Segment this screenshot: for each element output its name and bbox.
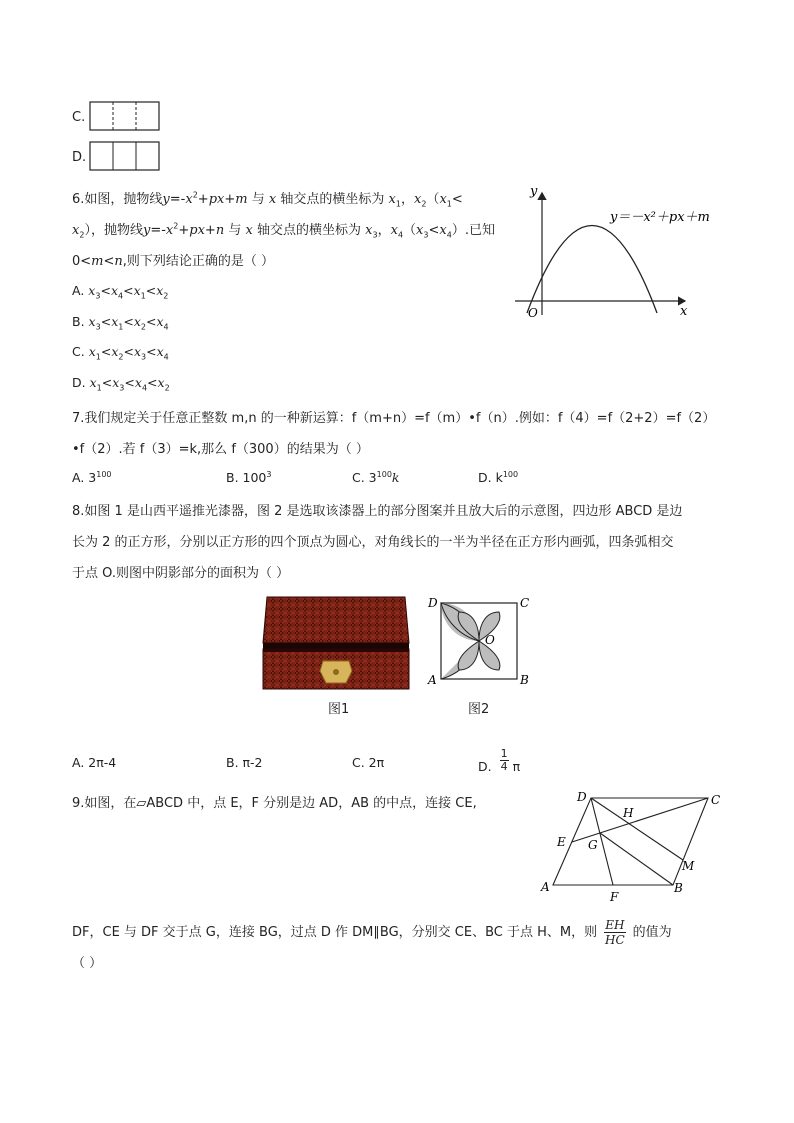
y-axis-label: y: [530, 184, 538, 199]
label-a: A: [541, 880, 550, 894]
square-arc-diagram: [425, 592, 535, 692]
question-9-line-2: DF，CE 与 DF 交于点 G，连接 BG，过点 D 作 DM∥BG，分别交 CE、BC 于点 H、M，则 $\frac{EH}{HC}$ 的值为: [72, 918, 672, 947]
label-c: C: [520, 596, 530, 610]
question-8-line-3: 于点 O.则图中阴影部分的面积为（ ）: [72, 566, 290, 581]
option-d-label: D.: [72, 150, 87, 165]
label-g: G: [588, 838, 598, 852]
question-7-option-d[interactable]: D. $k^{100}$: [478, 470, 519, 486]
parabola-equation: y＝－x²＋px＋m: [610, 210, 710, 225]
label-c: C: [711, 793, 721, 807]
question-6-line-2: $x_2$），抛物线$y=-x^2+px+n$ 与 x 轴交点的横坐标为 $x_3$，$x_4(x_3<x_4)$.已知: [72, 221, 495, 240]
question-8-option-a[interactable]: A. 2π-4: [72, 755, 117, 770]
x-axis-label: x: [680, 304, 688, 319]
parabola-curve: [527, 226, 657, 314]
question-8-line-1: 8.如图 1 是山西平遥推光漆器，图 2 是选取该漆器上的部分图案并且放大后的示意图，四边形 ABCD 是边: [72, 504, 683, 519]
question-7-option-a[interactable]: A. $3^{100}$: [72, 470, 112, 486]
lacquer-box-photo: [261, 589, 411, 693]
parabola-graph: [510, 183, 735, 323]
question-6-option-c[interactable]: C. $x_1<x_2<x_3<x_4$: [72, 344, 169, 362]
option-c-label: C.: [72, 110, 86, 125]
label-b: B: [674, 881, 683, 895]
question-7-option-c[interactable]: C. $3^{100}k$: [352, 470, 400, 486]
question-7-option-b[interactable]: B. $100^3$: [226, 470, 272, 486]
label-e: E: [557, 835, 566, 849]
label-f: F: [610, 890, 619, 904]
question-8-line-2: 长为 2 的正方形，分别以正方形的四个顶点为圆心，对角线长的一半为半径在正方形内画弧，四条弧相交: [72, 535, 674, 550]
figure-2-caption: 图2: [468, 702, 490, 717]
question-8-option-c[interactable]: C. 2π: [352, 755, 385, 770]
question-7-line-1: 7.我们规定关于任意正整数 m,n 的一种新运算：f（m+n）=f（m）•f（n）.例如：f（4）=f（2+2）=f（2）: [72, 411, 716, 426]
figure-1-caption: 图1: [328, 702, 350, 717]
question-6-line-1: 6.如图，抛物线$y=-x^2+px+m$ 与 x 轴交点的横坐标为 $x_1$，$x_2(x_1<$: [72, 190, 463, 209]
label-d: D: [577, 790, 587, 804]
label-d: D: [428, 596, 438, 610]
question-9-line-1: 9.如图，在▱ABCD 中，点 E，F 分别是边 AD，AB 的中点，连接 CE,: [72, 796, 477, 811]
label-h: H: [623, 806, 634, 820]
question-9-line-3: （ ）: [72, 956, 103, 971]
label-o: O: [485, 633, 495, 647]
option-c-figure: [89, 101, 161, 132]
label-a: A: [428, 673, 437, 687]
label-b: B: [520, 673, 529, 687]
option-d-figure: [89, 141, 161, 172]
question-7-line-2: •f（2）.若 f（3）=k,那么 f（300）的结果为（ ）: [72, 442, 369, 457]
question-6-line-3: 0<m<n,则下列结论正确的是（ ）: [72, 254, 275, 269]
question-8-option-b[interactable]: B. π-2: [226, 755, 263, 770]
parallelogram-diagram: [538, 788, 728, 906]
label-m: M: [682, 859, 695, 873]
question-6-option-d[interactable]: D. $x_1<x_3<x_4<x_2$: [72, 375, 170, 393]
question-6-option-b[interactable]: B. $x_3<x_1<x_2<x_4$: [72, 314, 169, 332]
shaded-petal-left: [458, 641, 479, 670]
origin-label: O: [528, 306, 538, 320]
question-6-option-a[interactable]: A. $x_3<x_4<x_1<x_2$: [72, 283, 169, 301]
question-8-option-d[interactable]: D. $\frac{1}{4}$ π: [478, 747, 521, 774]
